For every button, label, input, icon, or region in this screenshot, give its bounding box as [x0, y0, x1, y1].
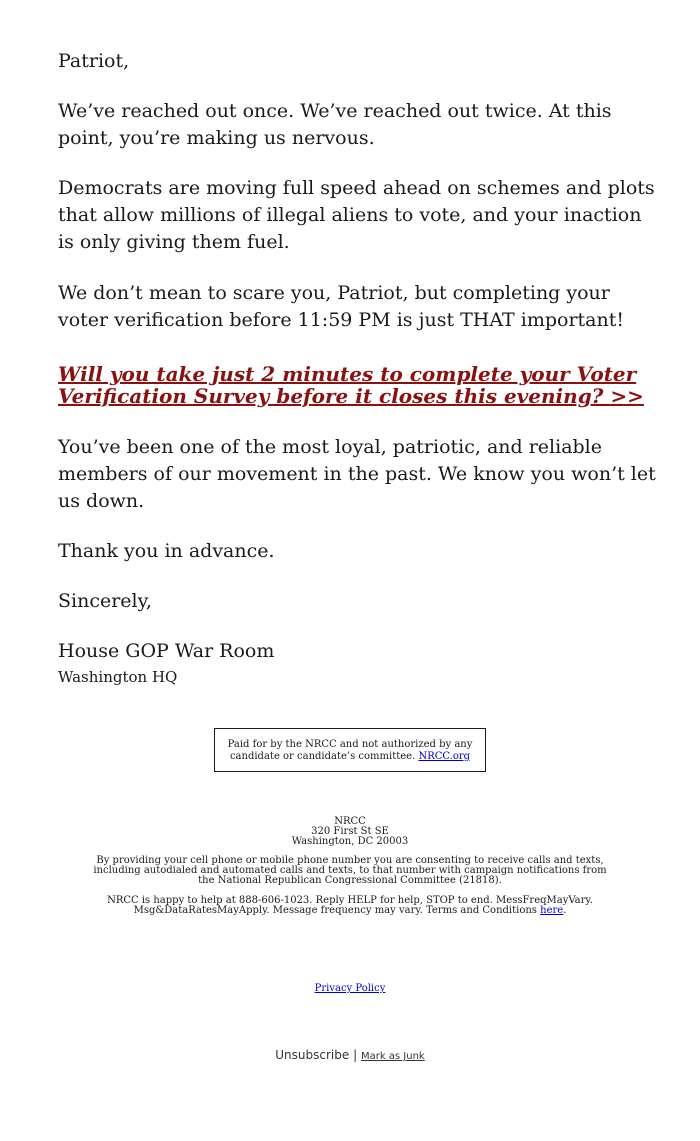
privacy-policy-link[interactable]: Privacy Policy — [314, 983, 386, 994]
paragraph-2: Democrats are moving full speed ahead on schemes and plots that allow millions of illegal aliens to vote, and your inaction is only giving them fuel. — [58, 177, 655, 253]
signature: House GOP War Room — [58, 640, 275, 662]
paragraph-4: You’ve been one of the most loyal, patriotic, and reliable members of our movement in the past. We know you won’t let us down. — [58, 436, 656, 512]
footer-city: Washington, DC 20003 — [291, 836, 409, 847]
thanks-line: Thank you in advance. — [58, 540, 275, 562]
help-text: NRCC is happy to help at 888-606-1023. Reply HELP for help, STOP to end. MessFreqMayVary. Msg&DataRatesMayApply. Message frequency may vary. Terms and Conditions — [107, 895, 593, 916]
voter-survey-link[interactable]: Will you take just 2 minutes to complete your Voter Verification Survey before it closes this evening? >> — [58, 362, 644, 408]
nrcc-site-link[interactable]: NRCC.org — [418, 751, 471, 762]
signature-location: Washington HQ — [58, 668, 178, 686]
privacy-section — [0, 983, 700, 994]
sms-consent-notice: By providing your cell phone or mobile phone number you are consenting to receive calls and texts, including autodialed and automated calls and texts, to that number with campaign notifications from the National Republican Congressional Committee (21818). — [93, 855, 607, 886]
paragraph-3: We don’t mean to scare you, Patriot, but completing your voter verification before 11:59 PM is just THAT important! — [58, 282, 625, 331]
disclaimer-text: Paid for by the NRCC and not authorized by any candidate or candidate’s committee. — [227, 739, 473, 762]
terms-here-link[interactable]: here — [540, 905, 564, 916]
sms-help-notice — [90, 896, 610, 916]
unsubscribe-link[interactable]: Unsubscribe — [275, 1048, 350, 1062]
unsubscribe-bar — [0, 1048, 700, 1062]
mark-as-junk-link[interactable]: Mark as Junk — [360, 1051, 425, 1062]
greeting: Patriot, — [58, 50, 130, 72]
paid-for-disclaimer — [214, 728, 486, 772]
footer-address — [90, 817, 610, 847]
terms-period: . — [563, 905, 567, 916]
footer-org: NRCC — [334, 816, 366, 827]
unsubscribe-separator: | — [353, 1048, 358, 1062]
footer-street: 320 First St SE — [311, 826, 389, 837]
signoff: Sincerely, — [58, 590, 152, 612]
paragraph-1: We’ve reached out once. We’ve reached out twice. At this point, you’re making us nervous. — [58, 100, 612, 149]
